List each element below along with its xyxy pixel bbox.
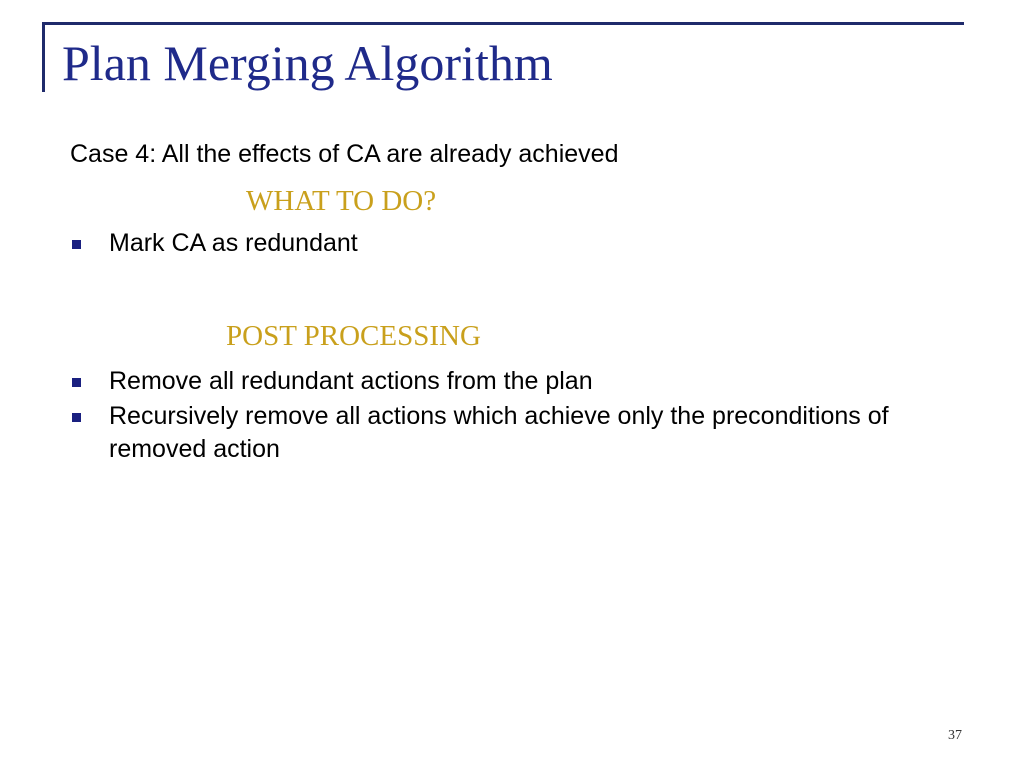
- square-bullet-icon: [72, 413, 81, 422]
- bullet-list-post-processing: [70, 365, 950, 468]
- square-bullet-icon: [72, 240, 81, 249]
- frame-left-line: [42, 22, 45, 92]
- bullet-item: [70, 227, 950, 260]
- bullet-text: Remove all redundant actions from the plan: [109, 367, 593, 395]
- bullet-item: [70, 365, 950, 398]
- section-heading-what-to-do: WHAT TO DO?: [246, 185, 437, 217]
- bullet-text: Mark CA as redundant: [109, 229, 358, 257]
- section-heading-post-processing: POST PROCESSING: [226, 320, 481, 352]
- bullet-list-what-to-do: [70, 227, 950, 262]
- page-number: 37: [948, 728, 962, 743]
- square-bullet-icon: [72, 378, 81, 387]
- bullet-text: Recursively remove all actions which achieve only the preconditions of removed action: [109, 402, 889, 463]
- bullet-item: [70, 400, 950, 466]
- slide-title: Plan Merging Algorithm: [62, 35, 553, 91]
- case-statement: Case 4: All the effects of CA are already achieved: [70, 140, 619, 168]
- frame-top-line: [42, 22, 964, 25]
